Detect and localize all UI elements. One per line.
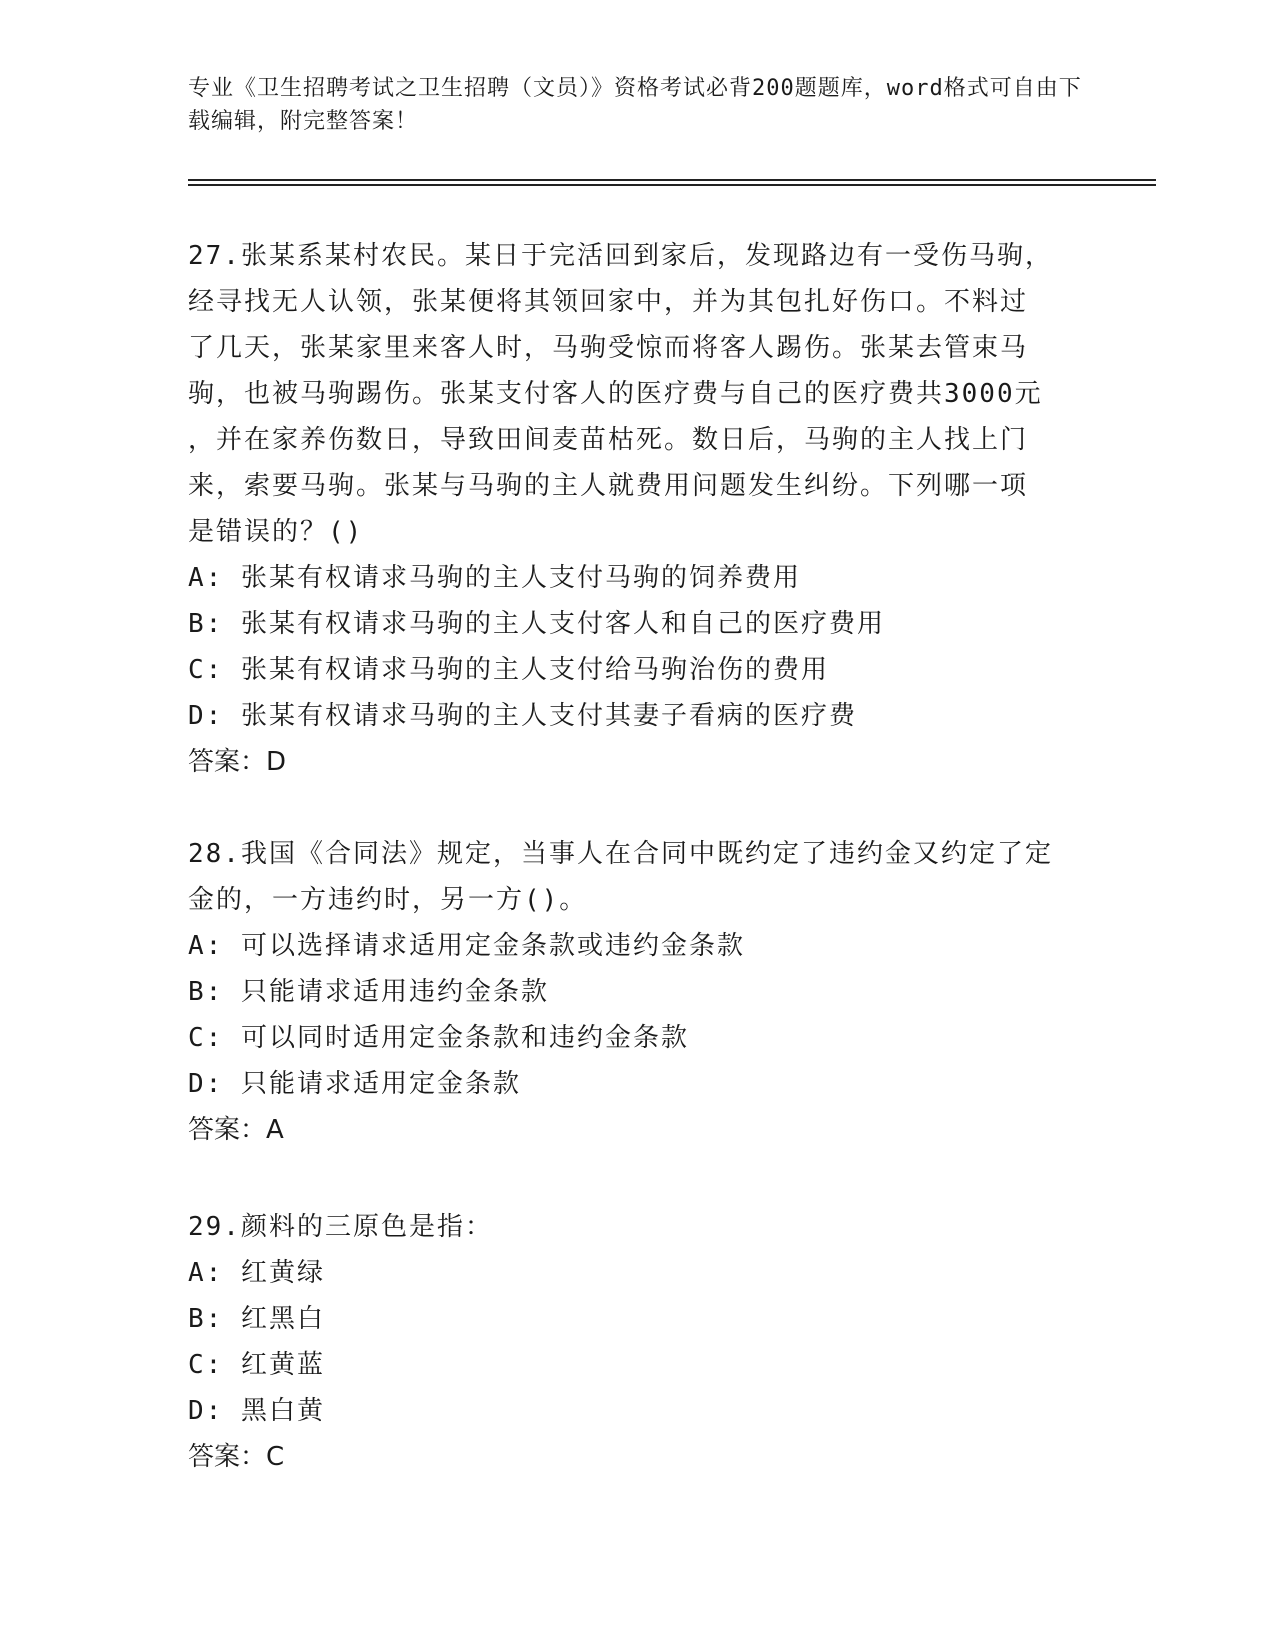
question-stem-line: 是错误的？() — [188, 517, 364, 547]
question-stem-line: 28.我国《合同法》规定，当事人在合同中既约定了违约金又约定了定 — [188, 839, 1053, 869]
option-c: C: 张某有权请求马驹的主人支付给马驹治伤的费用 — [188, 655, 829, 685]
option-b: B: 红黑白 — [188, 1304, 325, 1334]
option-c: C: 红黄蓝 — [188, 1350, 325, 1380]
option-a: A: 红黄绿 — [188, 1258, 325, 1288]
option-a: A: 张某有权请求马驹的主人支付马驹的饲养费用 — [188, 563, 801, 593]
option-d: D: 张某有权请求马驹的主人支付其妻子看病的医疗费 — [188, 701, 857, 731]
option-a: A: 可以选择请求适用定金条款或违约金条款 — [188, 931, 745, 961]
question-27 — [188, 233, 1088, 785]
option-b: B: 张某有权请求马驹的主人支付客人和自己的医疗费用 — [188, 609, 885, 639]
question-stem-line: 27.张某系某村农民。某日于完活回到家后，发现路边有一受伤马驹， — [188, 241, 1053, 271]
question-stem-line: 驹，也被马驹踢伤。张某支付客人的医疗费与自己的医疗费共3000元 — [188, 379, 1043, 409]
header-divider-bottom — [188, 184, 1156, 186]
option-c: C: 可以同时适用定金条款和违约金条款 — [188, 1023, 689, 1053]
option-d: D: 只能请求适用定金条款 — [188, 1069, 521, 1099]
document-header: 专业《卫生招聘考试之卫生招聘（文员）》资格考试必背200题题库，word格式可自由下载编辑，附完整答案！ — [188, 76, 1082, 134]
question-stem-line: ，并在家养伤数日，导致田间麦苗枯死。数日后，马驹的主人找上门 — [188, 425, 1029, 455]
header-divider-top — [188, 179, 1156, 181]
answer-line: 答案：C — [188, 1442, 285, 1472]
question-28 — [188, 831, 1088, 1153]
question-stem-line: 了几天，张某家里来客人时，马驹受惊而将客人踢伤。张某去管束马 — [188, 333, 1029, 363]
question-stem-line: 29.颜料的三原色是指： — [188, 1212, 493, 1242]
question-stem-line: 来，索要马驹。张某与马驹的主人就费用问题发生纠纷。下列哪一项 — [188, 471, 1029, 501]
question-29 — [188, 1204, 1088, 1480]
option-b: B: 只能请求适用违约金条款 — [188, 977, 549, 1007]
option-d: D: 黑白黄 — [188, 1396, 325, 1426]
answer-line: 答案：A — [188, 1115, 284, 1145]
question-stem-line: 金的，一方违约时，另一方()。 — [188, 885, 588, 915]
answer-line: 答案：D — [188, 747, 287, 777]
question-stem-line: 经寻找无人认领，张某便将其领回家中，并为其包扎好伤口。不料过 — [188, 287, 1029, 317]
